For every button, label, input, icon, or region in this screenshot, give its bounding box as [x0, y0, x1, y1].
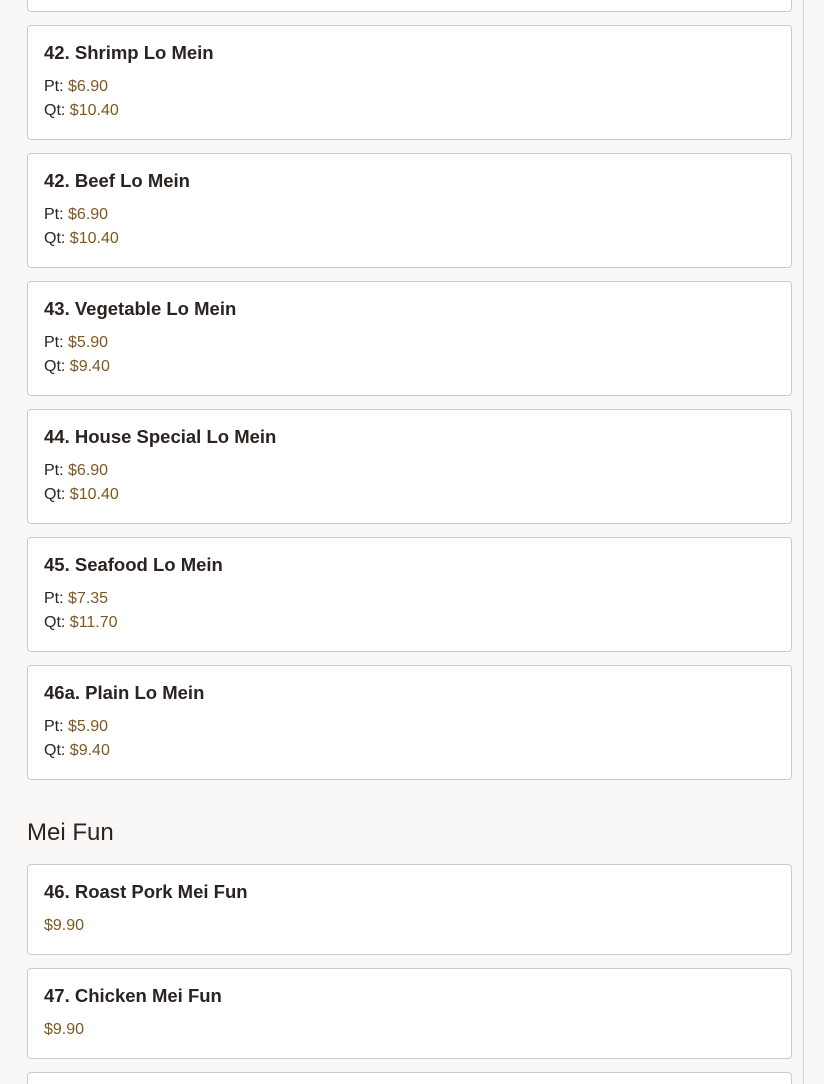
- price-line-quart: [44, 227, 775, 251]
- menu-scroll-content: [27, 0, 792, 1084]
- price-value: $6.90: [68, 78, 109, 95]
- price-label: Qt:: [44, 614, 66, 631]
- item-name: 42. Beef Lo Mein: [44, 170, 190, 191]
- price-line-pint: [44, 203, 775, 227]
- price-value: $10.40: [69, 230, 119, 247]
- price-line-quart: [44, 99, 775, 123]
- menu-item-card[interactable]: [27, 665, 792, 780]
- price-line-pint: [44, 715, 775, 739]
- price-line-quart: [44, 355, 775, 379]
- price-block: [44, 914, 775, 938]
- menu-item-card-partial[interactable]: [27, 1072, 792, 1084]
- price-block: [44, 1018, 775, 1042]
- menu-item-card[interactable]: [27, 25, 792, 140]
- item-name: 46a. Plain Lo Mein: [44, 682, 205, 703]
- price-block: [44, 75, 775, 123]
- price-label: Pt:: [44, 78, 64, 95]
- menu-item-card-partial[interactable]: [27, 0, 792, 12]
- price-value: $9.90: [44, 1021, 85, 1038]
- price-value: $7.35: [68, 590, 109, 607]
- price-line: [44, 1018, 775, 1042]
- price-value: $9.40: [69, 358, 110, 375]
- item-name: 42. Shrimp Lo Mein: [44, 42, 214, 63]
- price-value: $9.40: [69, 742, 110, 759]
- price-label: Qt:: [44, 230, 66, 247]
- price-label: Pt:: [44, 334, 64, 351]
- price-line-quart: [44, 483, 775, 507]
- menu-item-card[interactable]: [27, 281, 792, 396]
- item-name: 47. Chicken Mei Fun: [44, 985, 222, 1006]
- price-value: $10.40: [69, 102, 119, 119]
- price-line: [44, 914, 775, 938]
- price-label: Pt:: [44, 462, 64, 479]
- item-name: 43. Vegetable Lo Mein: [44, 298, 237, 319]
- item-name: 46. Roast Pork Mei Fun: [44, 881, 248, 902]
- price-block: [44, 459, 775, 507]
- price-value: $6.90: [68, 462, 109, 479]
- price-label: Pt:: [44, 590, 64, 607]
- section-title-mei-fun: Mei Fun: [27, 819, 114, 846]
- price-block: [44, 587, 775, 635]
- price-label: Qt:: [44, 102, 66, 119]
- menu-item-card[interactable]: [27, 153, 792, 268]
- menu-item-card[interactable]: [27, 864, 792, 955]
- menu-item-card[interactable]: [27, 968, 792, 1059]
- price-value: $10.40: [69, 486, 119, 503]
- price-label: Pt:: [44, 718, 64, 735]
- price-block: [44, 331, 775, 379]
- price-value: $5.90: [68, 334, 109, 351]
- price-line-pint: [44, 331, 775, 355]
- price-label: Qt:: [44, 742, 66, 759]
- price-block: [44, 203, 775, 251]
- item-name: 45. Seafood Lo Mein: [44, 554, 223, 575]
- price-line-pint: [44, 75, 775, 99]
- menu-item-card[interactable]: [27, 409, 792, 524]
- price-value: $5.90: [68, 718, 109, 735]
- price-label: Qt:: [44, 358, 66, 375]
- price-line-quart: [44, 739, 775, 763]
- price-value: $6.90: [68, 206, 109, 223]
- price-block: [44, 715, 775, 763]
- item-name: 44. House Special Lo Mein: [44, 426, 277, 447]
- price-line-pint: [44, 587, 775, 611]
- menu-item-card[interactable]: [27, 537, 792, 652]
- price-label: Pt:: [44, 206, 64, 223]
- price-value: $9.90: [44, 917, 85, 934]
- price-line-pint: [44, 459, 775, 483]
- price-line-quart: [44, 611, 775, 635]
- price-value: $11.70: [69, 614, 118, 631]
- price-label: Qt:: [44, 486, 66, 503]
